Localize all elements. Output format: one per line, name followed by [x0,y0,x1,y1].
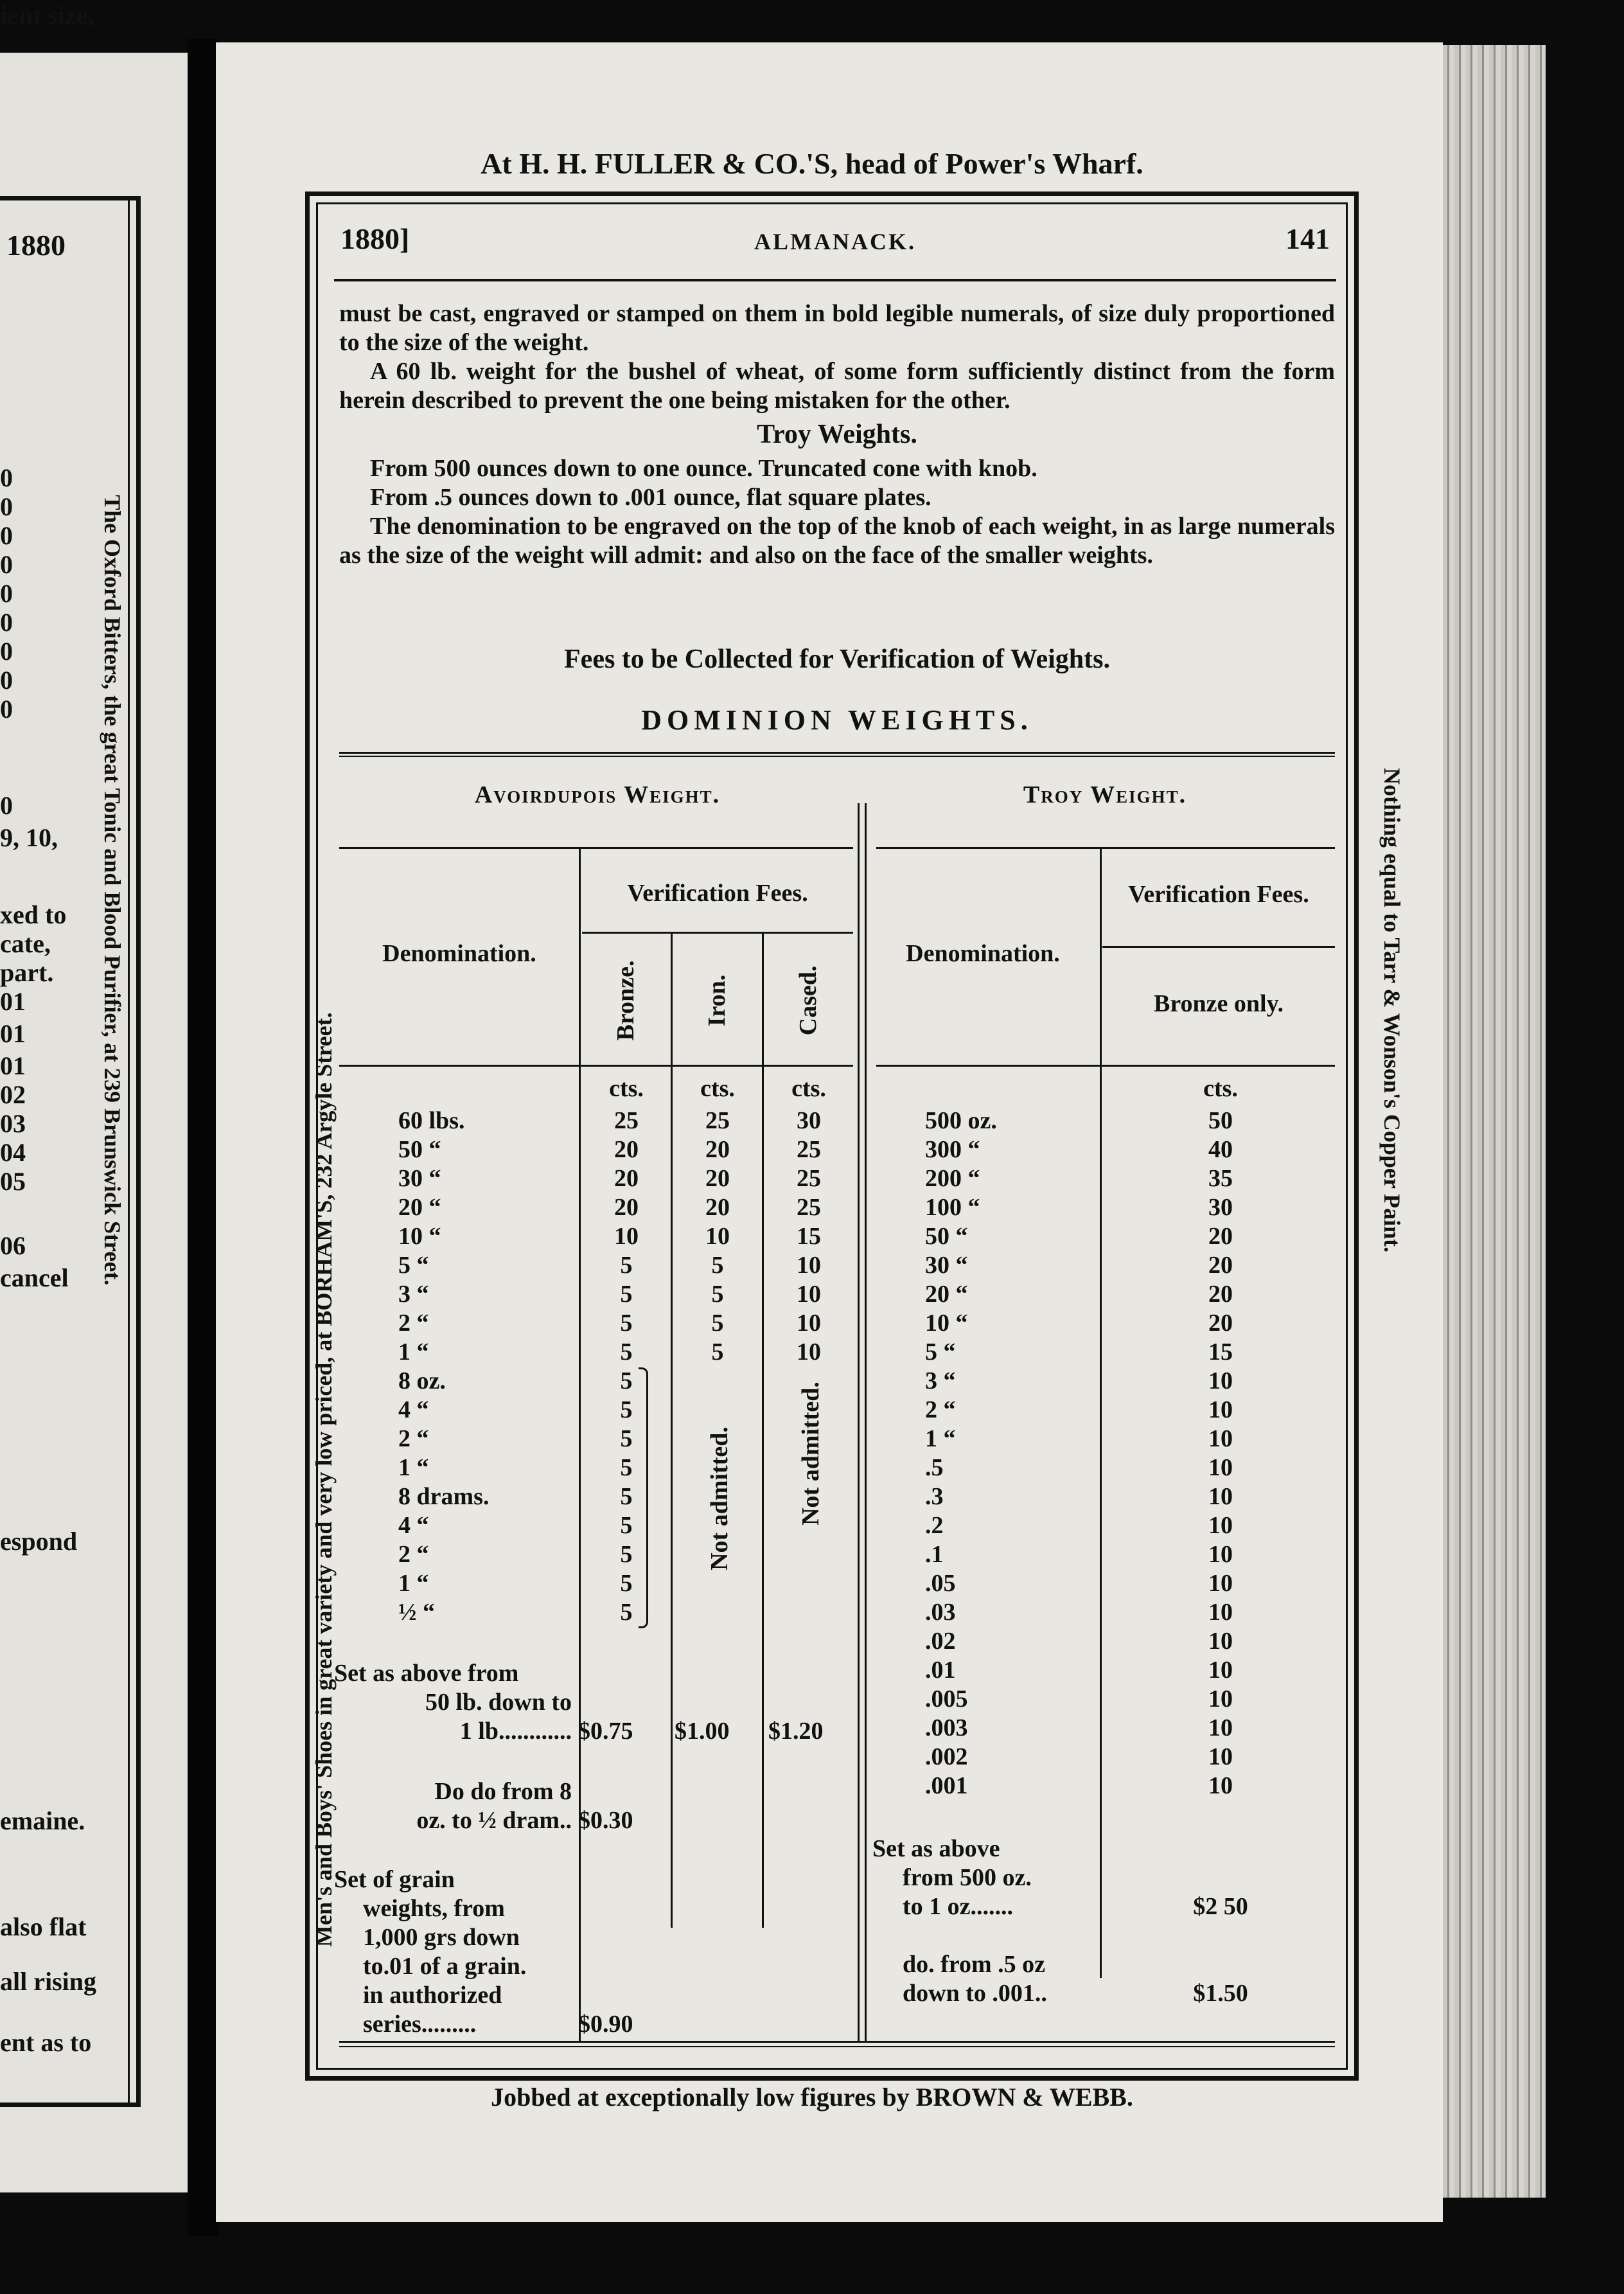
col-rule [671,932,673,1928]
avoir-denomination: 4 “ [398,1512,429,1539]
avoir-bronze-fee: 5 [620,1512,633,1539]
avoir-iron-fee: 20 [705,1165,730,1192]
troy-denomination: .1 [925,1541,944,1568]
troy-fee: 20 [1208,1252,1233,1279]
avoir-denomination: 1 “ [398,1338,429,1365]
avoir-denomination: 50 “ [398,1136,441,1163]
avoir-denomination: 2 “ [398,1310,429,1337]
avoir-iron-fee: 10 [705,1223,730,1250]
avoir-set-cased: $1.20 [768,1718,824,1745]
avoir-bronze-fee: 20 [614,1136,639,1163]
avoir-denomination: 5 “ [398,1252,429,1279]
troy-set-text: Set as above [872,1835,1000,1862]
avoir-set-iron: $1.00 [675,1718,730,1745]
avoir-denomination: 4 “ [398,1396,429,1423]
left-page-fragment: 0 [0,637,13,666]
troy-denomination: .2 [925,1512,944,1539]
table-top-rule-thin [339,756,1335,757]
col-rule [858,803,860,2041]
troy-fee: 10 [1208,1772,1233,1799]
left-page-fragment: 05 [0,1167,26,1196]
avoir-denomination: 2 “ [398,1425,429,1452]
troy-denomination: 2 “ [925,1396,956,1423]
avoir-set-text: 1,000 grs down [363,1924,520,1951]
unit-label: cts. [791,1075,826,1102]
avoir-bronze-fee: 5 [620,1454,633,1481]
troy-fee: 30 [1208,1194,1233,1221]
left-page-fragment: 1880 [6,229,66,262]
avoir-set-text: 50 lb. down to [425,1689,572,1716]
troy-denomination: .03 [925,1599,956,1626]
avoir-bronze-fee: 5 [620,1310,633,1337]
avoir-denomination: 30 “ [398,1165,441,1192]
troy-denomination: 10 “ [925,1310,968,1337]
troy-fee: 50 [1208,1107,1233,1134]
avoir-denomination: 10 “ [398,1223,441,1250]
paragraph: From .5 ounces down to .001 ounce, flat square plates. [370,484,931,511]
troy-denomination: .05 [925,1570,956,1597]
paragraph: must be cast, engraved or stamped on them in bold legible numerals, of size duly proportioned to the size of the weight. [339,300,1335,356]
avoir-denomination: 3 “ [398,1281,429,1308]
troy-set-fee: $1.50 [1193,1980,1248,2007]
avoir-bronze-fee: 25 [614,1107,639,1134]
avoir-cased-fee: 10 [797,1252,821,1279]
avoir-bronze-fee: 10 [614,1223,639,1250]
left-page-fragment: 01 [0,987,26,1016]
avoir-bronze-fee: 5 [620,1541,633,1568]
left-page-fragment: 0 [0,492,13,521]
troy-fee: 10 [1208,1541,1233,1568]
left-page-fragment: 0 [0,791,13,820]
left-page-fragment: ent as to [0,2028,92,2057]
unit-label: cts. [1203,1075,1238,1102]
avoir-title-rule [339,847,853,849]
left-page-fragment: cancel [0,1263,69,1292]
iron-col-header: Iron. [703,974,730,1027]
avoir-denomination: ½ “ [398,1599,435,1626]
troy-denomination: 3 “ [925,1367,956,1394]
troy-fee: 20 [1208,1281,1233,1308]
troy-fee: 10 [1208,1367,1233,1394]
avoir-set-bronze: $0.90 [578,2011,633,2038]
avoir-denomination: 1 “ [398,1570,429,1597]
avoir-cased-fee: 25 [797,1165,821,1192]
avoir-denomination-header: Denomination. [382,940,536,967]
avoir-iron-fee: 20 [705,1136,730,1163]
avoir-iron-fee: 25 [705,1107,730,1134]
avoir-bronze-fee: 5 [620,1599,633,1626]
troy-fee: 10 [1208,1657,1233,1684]
left-page-fragment: 0 [0,579,13,608]
left-page-fragment: 03 [0,1109,26,1138]
troy-fees-subheader-rule [1102,946,1335,948]
avoir-bronze-fee: 5 [620,1281,633,1308]
left-page-fragment: 0 [0,695,13,724]
avoir-denomination: 8 drams. [398,1483,490,1510]
troy-denomination: .01 [925,1657,956,1684]
troy-set-fee: $2 50 [1193,1893,1248,1920]
top-banner: At H. H. FULLER & CO.'S, head of Power's Wharf. [481,147,1143,180]
troy-fee: 10 [1208,1483,1233,1510]
avoir-bronze-fee: 5 [620,1252,633,1279]
avoir-denomination: 2 “ [398,1541,429,1568]
fees-subheader-rule [582,932,853,934]
unit-label: cts. [700,1075,735,1102]
avoir-bronze-fee: 20 [614,1165,639,1192]
avoir-bronze-fee: 5 [620,1396,633,1423]
paragraph: A 60 lb. weight for the bushel of wheat, of some form sufficiently distinct from the form herein described to prevent the one being mistaken for the other. [339,358,1335,414]
bottom-banner: Jobbed at exceptionally low figures by BROWN & WEBB. [491,2083,1133,2112]
avoir-bronze-fee: 5 [620,1367,633,1394]
troy-denomination: 1 “ [925,1425,956,1452]
left-page-fragment: part. [0,958,54,987]
troy-fee: 10 [1208,1599,1233,1626]
avoir-set-text: series......... [363,2011,477,2038]
table-top-rule [339,752,1335,754]
left-page-fragment: 04 [0,1138,26,1167]
left-page-fragment: 0 [0,666,13,695]
troy-fee: 15 [1208,1338,1233,1365]
troy-denomination: .02 [925,1628,956,1655]
troy-verification-header: Verification Fees. [1128,881,1309,908]
troy-title: Troy Weight. [1023,781,1187,808]
troy-denomination: 30 “ [925,1252,968,1279]
left-page-fragment: emaine. [0,1806,85,1835]
troy-set-text: down to .001.. [903,1980,1047,2007]
avoir-cased-fee: 30 [797,1107,821,1134]
avoir-denomination: 1 “ [398,1454,429,1481]
col-rule [579,847,581,2041]
avoir-cased-fee: 15 [797,1223,821,1250]
avoir-set-bronze: $0.75 [578,1718,633,1745]
avoir-title: Avoirdupois Weight. [474,781,721,808]
left-page-fragment: 0 [0,550,13,579]
col-rule [762,932,764,1928]
bracket [639,1367,648,1628]
avoir-set-text: Set of grain [334,1866,455,1893]
troy-fee: 40 [1208,1136,1233,1163]
troy-denomination: 100 “ [925,1194,980,1221]
cased-not-admitted: Not admitted. [797,1382,824,1525]
avoir-set-text: Do do from 8 [434,1778,572,1805]
troy-fee: 20 [1208,1310,1233,1337]
troy-denomination: 200 “ [925,1165,980,1192]
left-page-fragment: 01 [0,1051,26,1080]
troy-fee: 10 [1208,1425,1233,1452]
left-page-fragment: 0 [0,521,13,550]
troy-set-text: from 500 oz. [903,1864,1032,1891]
avoir-set-text: to.01 of a grain. [363,1953,527,1980]
troy-fee: 10 [1208,1396,1233,1423]
section-heading: Troy Weights. [757,420,917,449]
troy-header-rule [876,1065,1335,1067]
troy-fee: 10 [1208,1628,1233,1655]
troy-denomination: .3 [925,1483,944,1510]
avoir-denomination: 8 oz. [398,1367,446,1394]
avoir-iron-fee: 5 [711,1281,724,1308]
avoir-header-rule [339,1065,853,1067]
troy-denomination: .005 [925,1685,968,1712]
troy-fee: 10 [1208,1743,1233,1770]
avoir-set-text: Set as above from [334,1660,519,1687]
troy-denomination: 50 “ [925,1223,968,1250]
troy-denomination: 500 oz. [925,1107,997,1134]
page-number: 141 [1285,222,1330,255]
left-page-fragment: 0 [0,608,13,637]
troy-fee: 10 [1208,1454,1233,1481]
unit-label: cts. [609,1075,644,1102]
table-bottom-rule-thin [339,2046,1335,2047]
troy-title-rule [876,847,1335,849]
vertical-ad-right: Nothing equal to Tarr & Wonson's Copper Paint. [1379,768,1405,1253]
col-rule [1100,847,1102,1978]
avoir-bronze-fee: 5 [620,1570,633,1597]
troy-set-text: to 1 oz....... [903,1893,1014,1920]
troy-fee: 10 [1208,1570,1233,1597]
troy-fee: 20 [1208,1223,1233,1250]
avoir-set-text: in authorized [363,1982,502,2009]
paragraph: The denomination to be engraved on the top of the knob of each weight, in as large numerals as the size of the weight will admit: and also on the face of the smaller weights. [339,513,1335,569]
avoir-denomination: 20 “ [398,1194,441,1221]
left-page-fragment: xed to [0,900,67,929]
left-page-fragment: also flat [0,1912,87,1941]
avoir-iron-fee: 5 [711,1338,724,1365]
avoir-verification-header: Verification Fees. [627,880,808,907]
troy-denomination: 300 “ [925,1136,980,1163]
avoir-bronze-fee: 5 [620,1425,633,1452]
troy-denomination: .001 [925,1772,968,1799]
left-page-fragment: 01 [0,1019,26,1048]
vertical-ad-middle: Men's and Boys' Shoes in great variety and very low priced, at BORHAM'S, 232 Argyle Street. [311,1012,337,1947]
troy-denomination: .002 [925,1743,968,1770]
header-title: ALMANACK. [754,229,916,254]
vertical-ad-left: The Oxford Bitters, the great Tonic and Blood Purifier, at 239 Brunswick Street. [100,495,125,1286]
troy-denomination: .5 [925,1454,944,1481]
avoir-set-bronze: $0.30 [578,1807,633,1834]
header-year: 1880] [340,222,410,255]
avoir-set-text: oz. to ½ dram.. [416,1807,572,1834]
left-page-fragment: 06 [0,1231,26,1260]
left-page-fragment: ient size, [0,1,94,30]
left-page-fragment: 0 [0,463,13,492]
troy-fee: 10 [1208,1685,1233,1712]
troy-denomination: 5 “ [925,1338,956,1365]
fees-title: Fees to be Collected for Verification of Weights. [564,645,1110,674]
avoir-cased-fee: 25 [797,1136,821,1163]
col-rule [865,803,867,2041]
cased-col-header: Cased. [795,965,822,1036]
troy-fee: 10 [1208,1714,1233,1741]
avoir-iron-fee: 5 [711,1310,724,1337]
paragraph: From 500 ounces down to one ounce. Truncated cone with knob. [370,455,1037,482]
iron-not-admitted: Not admitted. [706,1427,733,1570]
troy-denomination-header: Denomination. [906,940,1060,967]
left-page-fragment: 9, 10, [0,823,58,852]
avoir-set-text: 1 lb............ [459,1718,572,1745]
avoir-bronze-fee: 20 [614,1194,639,1221]
left-page-fragment: 02 [0,1080,26,1109]
avoir-bronze-fee: 5 [620,1483,633,1510]
avoir-cased-fee: 10 [797,1338,821,1365]
troy-bronze-only: Bronze only. [1154,990,1284,1017]
avoir-cased-fee: 10 [797,1281,821,1308]
avoir-set-text: weights, from [363,1895,505,1922]
avoir-iron-fee: 20 [705,1194,730,1221]
table-title: DOMINION WEIGHTS. [641,704,1033,736]
left-page-fragment: cate, [0,929,51,958]
avoir-cased-fee: 25 [797,1194,821,1221]
troy-denomination: .003 [925,1714,968,1741]
table-bottom-rule [339,2041,1335,2043]
troy-set-text: do. from .5 oz [903,1951,1045,1978]
avoir-denomination: 60 lbs. [398,1107,465,1134]
avoir-iron-fee: 5 [711,1252,724,1279]
avoir-bronze-fee: 5 [620,1338,633,1365]
left-page-fragment: all rising [0,1967,97,1996]
avoir-cased-fee: 10 [797,1310,821,1337]
left-page-fragment: espond [0,1527,78,1556]
troy-fee: 10 [1208,1512,1233,1539]
troy-denomination: 20 “ [925,1281,968,1308]
bronze-col-header: Bronze. [612,960,639,1041]
troy-fee: 35 [1208,1165,1233,1192]
